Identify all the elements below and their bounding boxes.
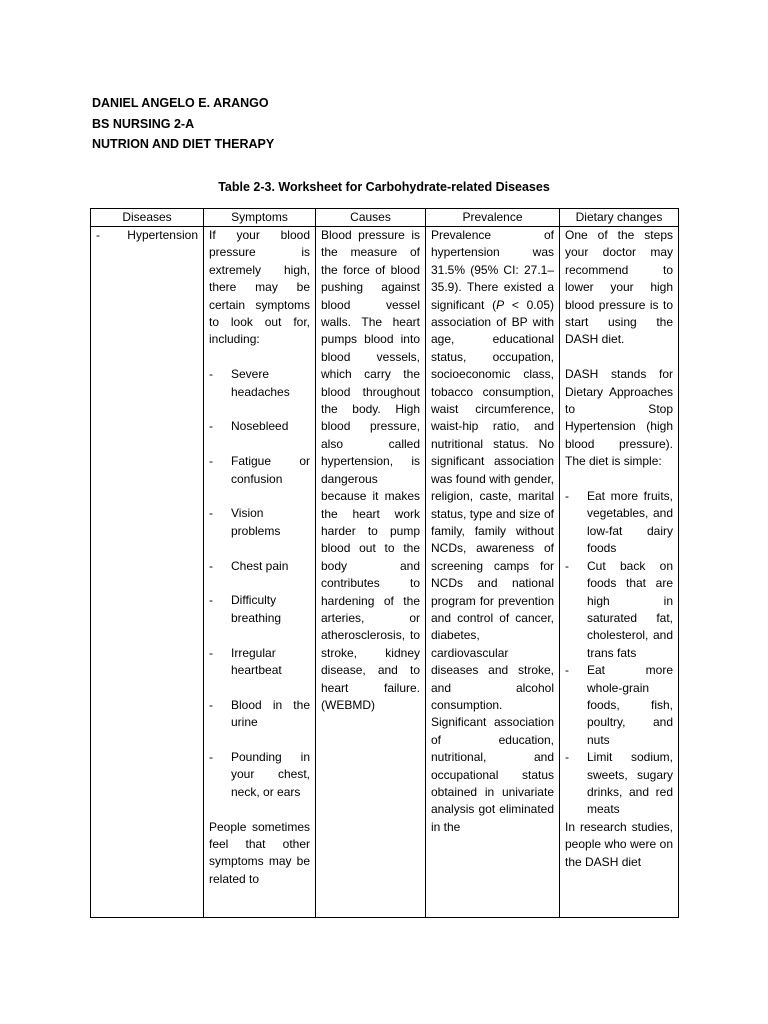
symptom-item: - Fatigue or confusion — [209, 453, 310, 488]
dietary-paragraph-2: DASH stands for Dietary Approaches to Stop Hypertension (high blood pressure). The diet is simple: — [565, 367, 673, 469]
prevalence-text-part2: < 0.05) association of BP with age, educational status, occupation, socioeconomic class, tobacco consumption, waist circumference, waist-hip ratio, and nutritional status. No significant association was found with gender, religion, caste, marital status, type and size of family, family without NCDs, awareness of screening camps for NCDs and national program for prevention and control of cancer, diabetes, cardiovascular diseases and stroke, and alcohol consumption. Significant association of education, nutritional, and occupational status obtained in univariate analysis got eliminated in the — [431, 297, 554, 834]
symptom-item: - Irregular heartbeat — [209, 645, 310, 680]
symptoms-outro: People sometimes feel that other symptoms may be related to — [209, 819, 310, 886]
column-header-causes: Causes — [316, 209, 426, 227]
column-header-dietary-changes: Dietary changes — [560, 209, 679, 227]
program-label: BS NURSING 2-A — [92, 116, 195, 131]
symptom-item: - Chest pain — [209, 558, 310, 575]
table-title: Table 2-3. Worksheet for Carbohydrate-related Diseases — [218, 180, 550, 194]
dash-diet-list — [565, 488, 673, 819]
symptoms-cell — [204, 227, 316, 918]
symptoms-list — [209, 366, 310, 801]
disease-dash: - — [96, 228, 100, 242]
p-value-symbol: P — [496, 297, 505, 312]
prevalence-text — [431, 227, 554, 836]
causes-cell — [316, 227, 426, 918]
column-header-symptoms: Symptoms — [204, 209, 316, 227]
table-header-row — [91, 209, 679, 227]
symptoms-intro: If your blood pressure is extremely high, there may be certain symptoms to look out for, including: — [209, 228, 310, 347]
disease-cell — [91, 227, 204, 918]
table-row — [91, 227, 679, 918]
diet-item: - Eat more whole-grain foods, fish, poultry, and nuts — [565, 662, 673, 749]
diet-item: - Limit sodium, sweets, sugary drinks, and red meats — [565, 749, 673, 819]
symptom-item: - Blood in the urine — [209, 697, 310, 732]
symptom-item: - Pounding in your chest, neck, or ears — [209, 749, 310, 801]
prevalence-cell — [426, 227, 560, 918]
symptom-item: - Difficulty breathing — [209, 592, 310, 627]
symptom-item: - Vision problems — [209, 505, 310, 540]
symptom-item: - Nosebleed — [209, 418, 310, 435]
diet-item: - Cut back on foods that are high in saturated fat, cholesterol, and trans fats — [565, 558, 673, 662]
disease-name: Hypertension — [127, 228, 198, 242]
column-header-diseases: Diseases — [91, 209, 204, 227]
author-name: DANIEL ANGELO E. ARANGO — [92, 96, 269, 110]
author-header — [92, 93, 274, 155]
causes-text: Blood pressure is the measure of the force of blood pushing against blood vessel walls. The heart pumps blood into blood vessels, which carry the blood throughout the body. High blood pressure, also called hypertension, is dangerous because it makes the heart work harder to pump blood out to the body and contributes to hardening of the arteries, or atherosclerosis, to stroke, kidney disease, and to heart failure. (WEBMD) — [321, 228, 420, 712]
dietary-paragraph-3: In research studies, people who were on the DASH diet — [565, 819, 673, 869]
column-header-prevalence: Prevalence — [426, 209, 560, 227]
dietary-changes-cell — [560, 227, 679, 918]
dietary-paragraph-1: One of the steps your doctor may recommend to lower your high blood pressure is to start using the DASH diet. — [565, 228, 673, 347]
course-label: NUTRION AND DIET THERAPY — [92, 137, 275, 151]
diet-item: - Eat more fruits, vegetables, and low-fat dairy foods — [565, 488, 673, 558]
worksheet-table — [90, 208, 679, 918]
symptom-item: - Severe headaches — [209, 366, 310, 401]
prevalence-text-part1: Prevalence of hypertension was 31.5% (95% CI: 27.1–35.9). There existed a significant ( — [431, 228, 554, 312]
